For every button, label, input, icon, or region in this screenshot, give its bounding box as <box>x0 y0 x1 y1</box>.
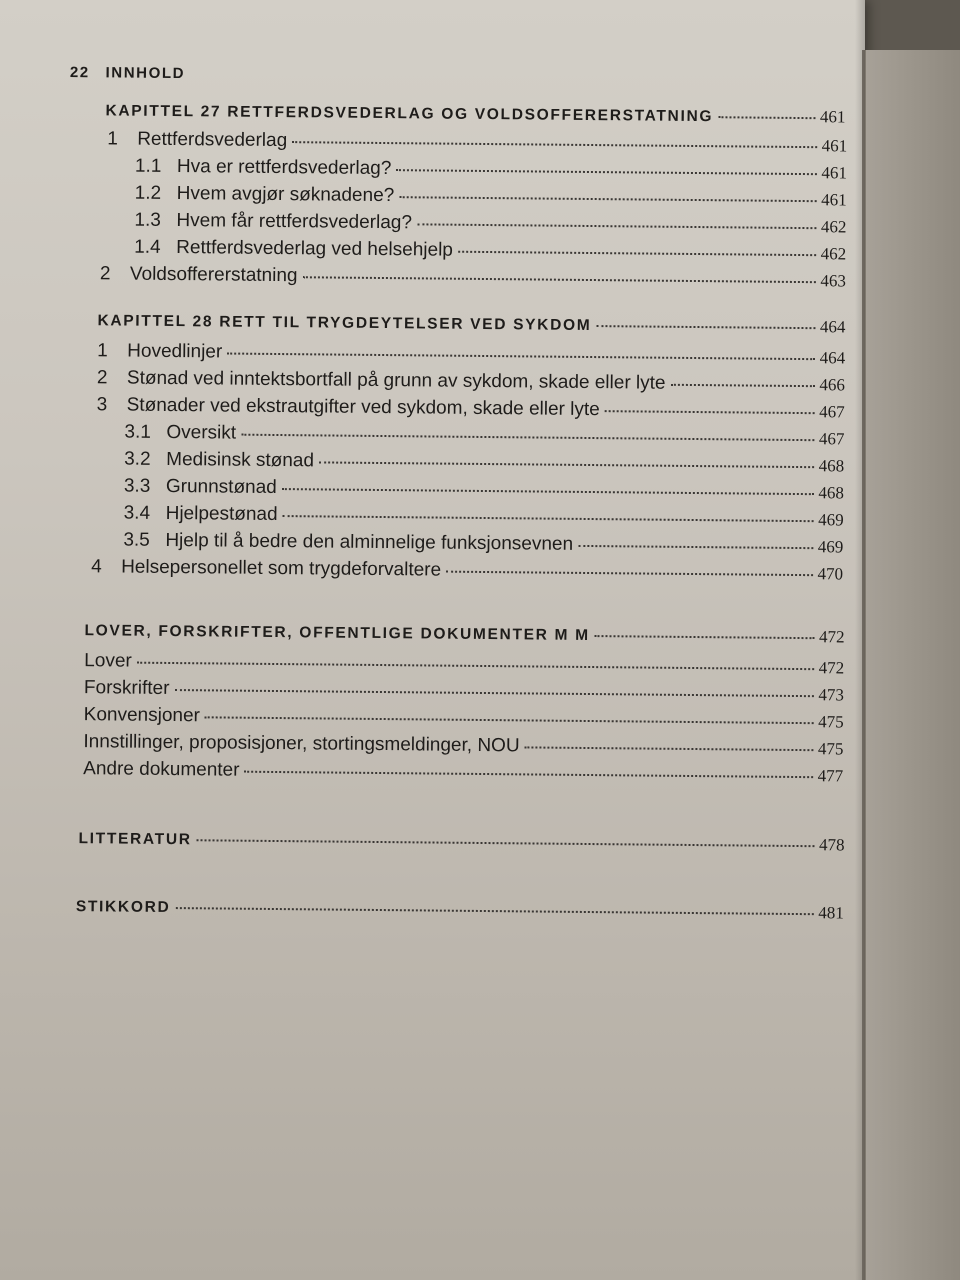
toc-entry-label: Oversikt <box>166 421 237 444</box>
toc-entry-number: 3.3 <box>123 475 151 497</box>
toc-page-number: 475 <box>818 712 844 732</box>
toc-entry-label: Stønader ved ekstrautgifter ved sykdom, skade eller lyte <box>126 394 600 421</box>
dot-leader <box>595 635 814 639</box>
toc-page-number: 462 <box>820 244 847 264</box>
stikkord-heading[interactable] <box>76 896 844 923</box>
dot-leader <box>417 223 816 229</box>
table-of-contents <box>60 60 900 1068</box>
toc-entry-number: 3 <box>96 394 108 416</box>
toc-entry-label: Stønad ved inntektsbortfall på grunn av sykdom, skade eller lyte <box>126 367 666 394</box>
toc-entry[interactable] <box>134 210 846 239</box>
toc-entry[interactable] <box>83 758 843 787</box>
toc-entry[interactable] <box>97 340 845 369</box>
dot-leader <box>399 196 816 202</box>
dot-leader <box>458 251 816 256</box>
toc-page-number: 473 <box>818 685 845 705</box>
toc-entry[interactable] <box>91 556 843 585</box>
dot-leader <box>396 169 816 175</box>
dot-leader <box>174 689 813 697</box>
toc-entry[interactable] <box>97 394 845 423</box>
toc-entry-number: 1.3 <box>134 209 161 231</box>
dot-leader <box>137 662 814 670</box>
chapter-27-heading[interactable] <box>105 100 845 127</box>
chapter-28-heading[interactable] <box>97 310 845 337</box>
toc-page-number: 461 <box>821 163 848 183</box>
toc-entry-label: Hjelpestønad <box>165 502 278 526</box>
toc-entry[interactable] <box>84 704 844 733</box>
dot-leader <box>227 353 814 361</box>
litteratur-heading[interactable] <box>78 828 844 855</box>
dot-leader <box>241 434 814 441</box>
dot-leader <box>446 571 813 577</box>
toc-entry-number: 3.1 <box>124 421 151 443</box>
toc-entry-label: Hovedlinjer <box>127 340 223 363</box>
toc-page-number: 478 <box>818 835 845 855</box>
dot-leader <box>197 839 814 847</box>
toc-page-number: 464 <box>819 317 846 337</box>
toc-entry-number: 3.4 <box>123 502 151 524</box>
toc-page-number: 475 <box>817 739 844 759</box>
toc-page-number: 466 <box>819 375 846 395</box>
toc-entry-label: Rettferdsvederlag ved helsehjelp <box>176 237 454 261</box>
toc-page-number: 470 <box>817 564 844 584</box>
dot-leader <box>525 746 813 751</box>
dot-leader <box>319 461 814 468</box>
toc-entry[interactable] <box>97 367 845 396</box>
dot-leader <box>292 141 817 148</box>
toc-page-number: 467 <box>818 429 845 449</box>
dot-leader <box>175 907 813 915</box>
dot-leader <box>578 545 813 549</box>
toc-entry[interactable] <box>124 422 844 451</box>
running-head-page-number: 22 <box>69 63 90 82</box>
toc-heading-label: KAPITTEL 27 RETTFERDSVEDERLAG OG VOLDSOFFERERSTATNING <box>105 102 714 126</box>
toc-page-number: 472 <box>818 627 845 647</box>
toc-entry-label: Helsepersonellet som trygdeforvaltere <box>121 556 442 581</box>
dot-leader <box>282 488 814 495</box>
toc-page-number: 468 <box>818 483 844 503</box>
toc-entry[interactable] <box>135 183 847 212</box>
toc-entry[interactable] <box>124 476 844 505</box>
toc-entry-number: 1.2 <box>134 182 162 204</box>
dot-leader <box>303 276 816 283</box>
toc-page-number: 462 <box>820 217 847 237</box>
toc-page-number: 463 <box>820 271 847 291</box>
toc-entry[interactable] <box>83 731 843 760</box>
toc-entry-label: Forskrifter <box>83 677 170 699</box>
toc-entry-number: 1 <box>97 340 108 362</box>
running-head-title: INNHOLD <box>105 64 186 83</box>
toc-entry-label: Konvensjoner <box>83 704 201 727</box>
toc-heading-label: LOVER, FORSKRIFTER, OFFENTLIGE DOKUMENTER M M <box>84 622 590 645</box>
toc-entry-label: Medisinsk stønad <box>166 448 315 472</box>
toc-entry-label: Hjelp til å bedre den alminnelige funksjonsevnen <box>165 529 574 555</box>
toc-entry[interactable] <box>134 237 846 266</box>
toc-entry-number: 2 <box>99 263 111 285</box>
toc-entry-label: Voldsoffererstatning <box>129 263 298 287</box>
toc-page-number: 461 <box>821 190 847 210</box>
toc-entry-label: Hva er rettferdsvederlag? <box>176 156 392 180</box>
dot-leader <box>671 384 815 387</box>
toc-heading-label: KAPITTEL 28 RETT TIL TRYGDEYTELSER VED SYKDOM <box>97 312 592 335</box>
toc-entry[interactable] <box>135 156 847 185</box>
toc-entry[interactable] <box>124 503 844 532</box>
toc-page-number: 481 <box>818 903 844 923</box>
toc-page-number: 469 <box>818 510 844 530</box>
toc-entry-number: 4 <box>91 556 102 578</box>
toc-entry[interactable] <box>107 128 847 157</box>
toc-page-number: 477 <box>817 766 844 786</box>
toc-entry-number: 1 <box>107 128 118 150</box>
toc-entry[interactable] <box>124 449 844 478</box>
toc-heading-label: STIKKORD <box>75 898 171 917</box>
toc-entry[interactable] <box>123 530 843 559</box>
toc-entry[interactable] <box>84 650 844 679</box>
dot-leader <box>596 325 815 329</box>
toc-entry-label: Andre dokumenter <box>83 758 240 781</box>
dot-leader <box>283 515 814 522</box>
toc-entry-number: 3.5 <box>123 529 150 551</box>
dot-leader <box>605 410 814 414</box>
dot-leader <box>205 716 813 724</box>
dot-leader <box>718 116 815 119</box>
toc-entry-label: Grunnstønad <box>165 475 277 499</box>
toc-entry-label: Hvem avgjør søknadene? <box>176 183 395 207</box>
running-head <box>70 64 185 82</box>
toc-page-number: 472 <box>818 658 845 678</box>
dot-leader <box>244 771 812 778</box>
toc-heading-label: LITTERATUR <box>78 830 192 849</box>
toc-page-number: 468 <box>818 456 845 476</box>
toc-page-number: 461 <box>821 136 848 156</box>
toc-entry-label: Hvem får rettferdsvederlag? <box>176 210 413 234</box>
toc-entry[interactable] <box>100 263 846 292</box>
toc-entry-number: 2 <box>96 367 108 389</box>
toc-entry-number: 3.2 <box>124 448 151 470</box>
toc-page-number: 464 <box>819 348 846 368</box>
toc-entry[interactable] <box>84 677 844 706</box>
laws-heading[interactable] <box>84 620 844 647</box>
toc-entry-label: Lover <box>84 650 132 672</box>
toc-page-number: 461 <box>819 107 846 127</box>
toc-entry-label: Rettferdsvederlag <box>137 128 288 152</box>
toc-page-number: 467 <box>819 402 845 422</box>
toc-entry-number: 1.4 <box>134 236 161 258</box>
toc-entry-number: 1.1 <box>134 155 162 177</box>
toc-entry-label: Innstillinger, proposisjoner, stortingsmeldinger, NOU <box>83 731 520 757</box>
toc-page-number: 469 <box>817 537 844 557</box>
